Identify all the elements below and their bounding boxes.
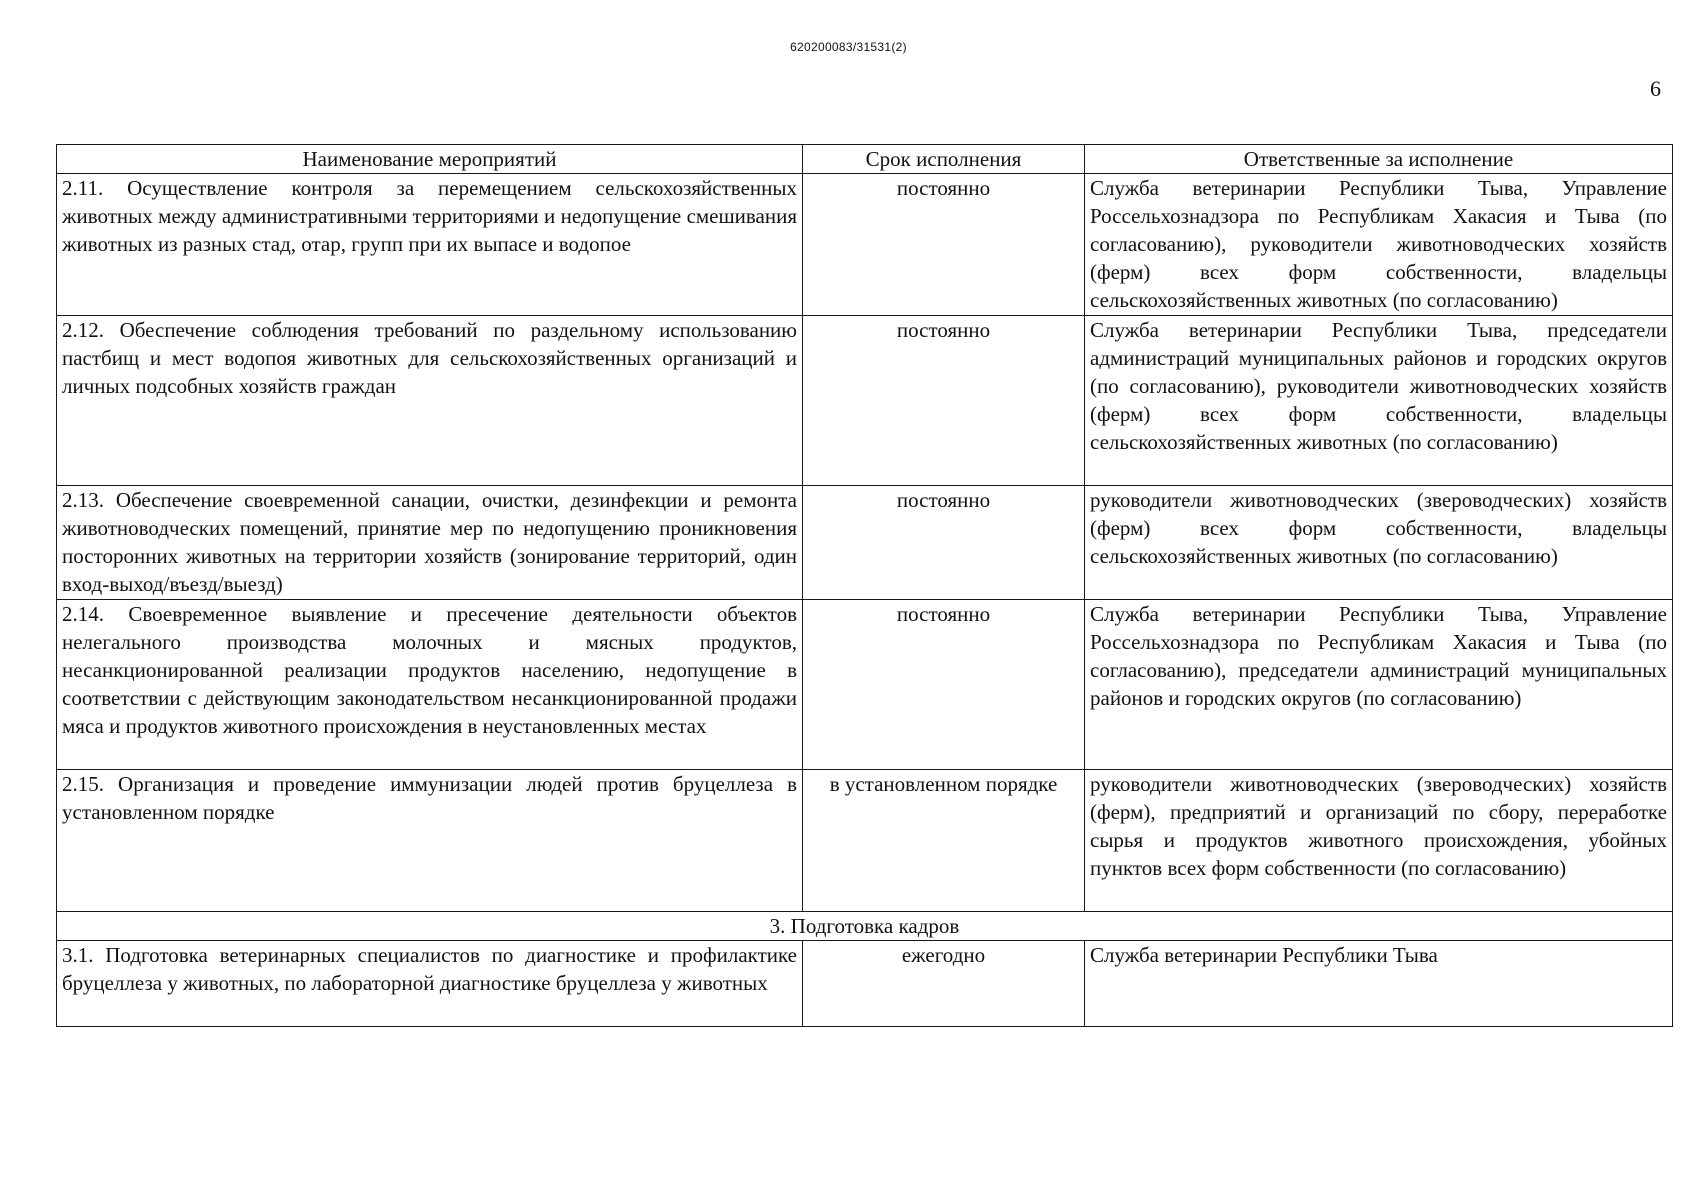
measures-table <box>56 144 1673 1027</box>
row-activity: 2.14. Своевременное выявление и пресечение деятельности объектов нелегального производства молочных и мясных продуктов, несанкционированной реализации продуктов населению, недопущение в соответствии с действующим законодательством несанкционированной продажи мяса и продуктов животного происхождения в неустановленных местах <box>57 600 803 770</box>
table-row <box>57 486 1673 600</box>
row-responsible: Служба ветеринарии Республики Тыва, Управление Россельхознадзора по Республикам Хакасия и Тыва (по согласованию), председатели администраций муниципальных районов и городских округов (по согласованию) <box>1085 600 1673 770</box>
header-activity: Наименование мероприятий <box>57 145 803 174</box>
table-row <box>57 174 1673 316</box>
row-responsible: Служба ветеринарии Республики Тыва <box>1085 941 1673 1027</box>
row-activity: 2.15. Организация и проведение иммунизации людей против бруцеллеза в установленном порядке <box>57 770 803 912</box>
row-activity: 3.1. Подготовка ветеринарных специалистов по диагностике и профилактике бруцеллеза у животных, по лабораторной диагностике бруцеллеза у животных <box>57 941 803 1027</box>
section-header-row <box>57 912 1673 941</box>
page-number: 6 <box>1650 76 1661 101</box>
header-deadline: Срок исполнения <box>803 145 1085 174</box>
row-responsible: руководители животноводческих (звероводческих) хозяйств (ферм) всех форм собственности, владельцы сельскохозяйственных животных (по согласованию) <box>1085 486 1673 600</box>
document-code: 620200083/31531(2) <box>790 40 907 54</box>
row-deadline: в установленном порядке <box>803 770 1085 912</box>
table-header-row <box>57 145 1673 174</box>
table-row <box>57 770 1673 912</box>
row-deadline: ежегодно <box>803 941 1085 1027</box>
row-deadline: постоянно <box>803 486 1085 600</box>
table-row <box>57 600 1673 770</box>
table-row <box>57 316 1673 486</box>
row-deadline: постоянно <box>803 174 1085 316</box>
header-responsible: Ответственные за исполнение <box>1085 145 1673 174</box>
row-activity: 2.12. Обеспечение соблюдения требований по раздельному использованию пастбищ и мест водопоя животных для сельскохозяйственных организаций и личных подсобных хозяйств граждан <box>57 316 803 486</box>
row-activity: 2.11. Осуществление контроля за перемещением сельскохозяйственных животных между административными территориями и недопущение смешивания животных из разных стад, отар, групп при их выпасе и водопое <box>57 174 803 316</box>
row-deadline: постоянно <box>803 316 1085 486</box>
row-responsible: Служба ветеринарии Республики Тыва, председатели администраций муниципальных районов и городских округов (по согласованию), руководители животноводческих хозяйств (ферм) всех форм собственности, владельцы сельскохозяйственных животных (по согласованию) <box>1085 316 1673 486</box>
row-responsible: руководители животноводческих (звероводческих) хозяйств (ферм), предприятий и организаций по сбору, переработке сырья и продуктов животного происхождения, убойных пунктов всех форм собственности (по согласованию) <box>1085 770 1673 912</box>
row-activity: 2.13. Обеспечение своевременной санации, очистки, дезинфекции и ремонта животноводческих помещений, принятие мер по недопущению проникновения посторонних животных на территории хозяйств (зонирование территорий, один вход-выход/въезд/выезд) <box>57 486 803 600</box>
row-deadline: постоянно <box>803 600 1085 770</box>
table-row <box>57 941 1673 1027</box>
section-title: 3. Подготовка кадров <box>57 912 1673 941</box>
row-responsible: Служба ветеринарии Республики Тыва, Управление Россельхознадзора по Республикам Хакасия и Тыва (по согласованию), руководители животноводческих хозяйств (ферм) всех форм собственности, владельцы сельскохозяйственных животных (по согласованию) <box>1085 174 1673 316</box>
